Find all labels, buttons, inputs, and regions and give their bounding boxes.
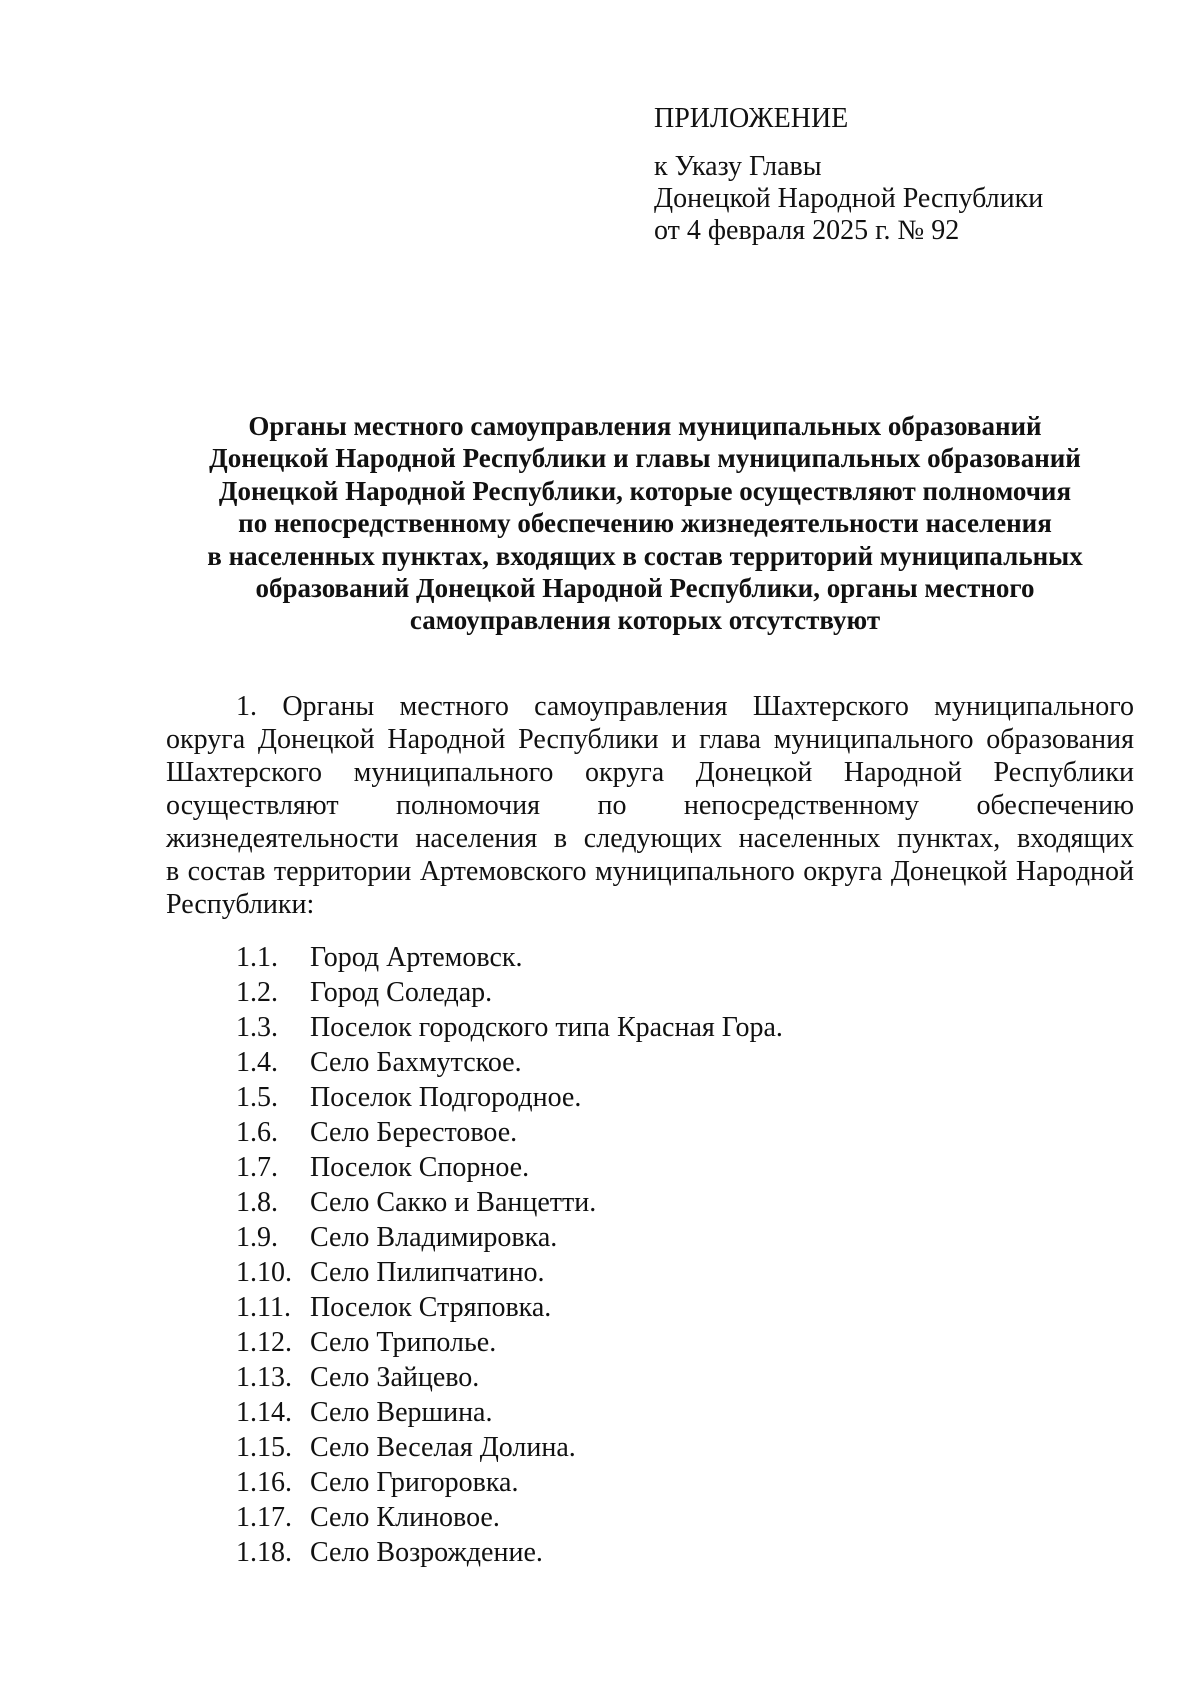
list-item-text: Город Артемовск. xyxy=(310,942,523,973)
title-line: Органы местного самоуправления муниципальных образований xyxy=(248,411,1042,441)
list-item-number: 1.14. xyxy=(236,1397,292,1428)
list-item xyxy=(236,1500,783,1535)
paragraph-line: округа Донецкой Народной Республики и глава муниципального образования xyxy=(166,724,1134,755)
list-item xyxy=(236,940,783,975)
list-item xyxy=(236,1115,783,1150)
list-item xyxy=(236,1150,783,1185)
list-item-number: 1.10. xyxy=(236,1257,292,1288)
list-item-number: 1.13. xyxy=(236,1362,292,1393)
list-item xyxy=(236,1045,783,1080)
list-item-text: Село Сакко и Ванцетти. xyxy=(310,1187,597,1218)
list-item xyxy=(236,1185,783,1220)
list-item-text: Село Григоровка. xyxy=(310,1467,519,1498)
paragraph-line: жизнедеятельности населения в следующих населенных пунктах, входящих xyxy=(166,823,1134,854)
title-line: Донецкой Народной Республики, которые осуществляют полномочия xyxy=(218,475,1072,506)
list-item xyxy=(236,1255,783,1290)
list-item-number: 1.16. xyxy=(236,1467,292,1498)
paragraph-line: Республики: xyxy=(166,889,315,920)
list-item-number: 1.9. xyxy=(236,1222,278,1253)
title-line: по непосредственному обеспечению жизнедеятельности населения xyxy=(238,508,1052,539)
list-item-number: 1.6. xyxy=(236,1117,278,1148)
list-item-number: 1.3. xyxy=(236,1012,278,1043)
list-item-number: 1.17. xyxy=(236,1502,292,1533)
list-item-text: Поселок Стряповка. xyxy=(310,1292,552,1323)
list-item xyxy=(236,1430,783,1465)
paragraph-line: в состав территории Артемовского муниципального округа Донецкой Народной xyxy=(166,856,1134,887)
appendix-title: ПРИЛОЖЕНИЕ xyxy=(654,103,849,134)
list-item-text: Город Соледар. xyxy=(310,977,493,1008)
list-item-number: 1.4. xyxy=(236,1047,278,1078)
list-item-text: Село Клиновое. xyxy=(310,1502,500,1533)
list-item-text: Поселок городского типа Красная Гора. xyxy=(310,1012,783,1043)
list-item-number: 1.8. xyxy=(236,1187,278,1218)
list-item-number: 1.15. xyxy=(236,1432,292,1463)
list-item-text: Село Пилипчатино. xyxy=(310,1257,545,1288)
list-item xyxy=(236,1535,783,1570)
main-paragraph xyxy=(166,690,1134,921)
appendix-line: от 4 февраля 2025 г. № 92 xyxy=(654,215,960,246)
appendix-block xyxy=(654,103,1043,247)
list-item-text: Село Владимировка. xyxy=(310,1222,558,1253)
list-item-text: Село Возрождение. xyxy=(310,1537,543,1568)
list-item-text: Село Зайцево. xyxy=(310,1362,480,1393)
list-item-text: Поселок Спорное. xyxy=(310,1152,530,1183)
list-item-text: Село Веселая Долина. xyxy=(310,1432,576,1463)
title-line: самоуправления которых отсутствуют xyxy=(409,605,881,636)
list-item-text: Село Вершина. xyxy=(310,1397,493,1428)
list-item xyxy=(236,1290,783,1325)
list-item-number: 1.18. xyxy=(236,1537,292,1568)
list-item xyxy=(236,1395,783,1430)
list-item xyxy=(236,1465,783,1500)
list-item-number: 1.2. xyxy=(236,977,278,1008)
list-item-text: Село Бахмутское. xyxy=(310,1047,522,1078)
list-item xyxy=(236,975,783,1010)
paragraph-line: Шахтерского муниципального округа Донецкой Народной Республики xyxy=(166,757,1134,788)
list-item-text: Село Берестовое. xyxy=(310,1117,518,1148)
list-item-number: 1.12. xyxy=(236,1327,292,1358)
document-title xyxy=(160,410,1130,637)
list-item xyxy=(236,1325,783,1360)
appendix-line: к Указу Главы xyxy=(654,151,822,182)
title-line: в населенных пунктах, входящих в состав территорий муниципальных xyxy=(207,540,1083,571)
title-line: Донецкой Народной Республики и главы муниципальных образований xyxy=(209,443,1081,474)
list-item xyxy=(236,1360,783,1395)
settlement-list xyxy=(236,940,783,1570)
list-item-text: Поселок Подгородное. xyxy=(310,1082,582,1113)
list-item xyxy=(236,1080,783,1115)
list-item xyxy=(236,1010,783,1045)
appendix-line: Донецкой Народной Республики xyxy=(654,183,1044,214)
list-item-number: 1.1. xyxy=(236,942,278,973)
list-item xyxy=(236,1220,783,1255)
title-line: образований Донецкой Народной Республики, органы местного xyxy=(255,573,1035,604)
paragraph-line: 1. Органы местного самоуправления Шахтерского муниципального xyxy=(236,691,1134,722)
list-item-number: 1.5. xyxy=(236,1082,278,1113)
paragraph-line: осуществляют полномочия по непосредственному обеспечению xyxy=(166,790,1134,821)
list-item-number: 1.11. xyxy=(236,1292,291,1323)
list-item-text: Село Триполье. xyxy=(310,1327,497,1358)
list-item-number: 1.7. xyxy=(236,1152,278,1183)
